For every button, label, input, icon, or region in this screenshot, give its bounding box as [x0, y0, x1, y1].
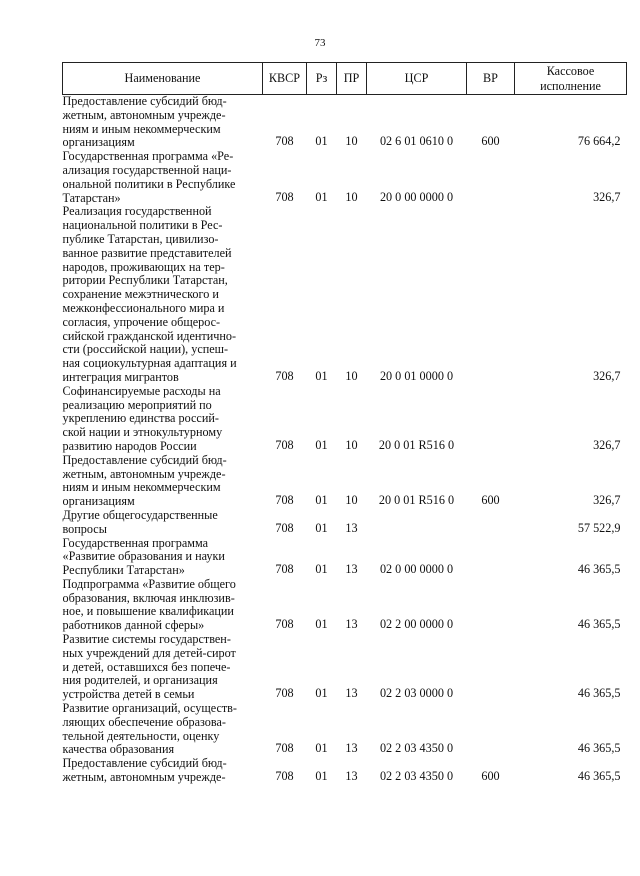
row-amount: 326,7	[593, 437, 621, 452]
row-name-line: Республики Татарстан»	[62, 563, 185, 578]
row-rz: 01	[315, 520, 328, 535]
row-name-line: укреплению единства россий-	[62, 411, 219, 426]
row-amount: 46 365,5	[577, 741, 621, 756]
row-vr	[467, 150, 515, 205]
row-rz: 01	[315, 189, 328, 204]
table-body	[63, 95, 627, 785]
row-rz: 01	[315, 686, 328, 701]
row-csr: 02 2 03 4350 0	[379, 741, 454, 756]
row-name	[63, 757, 263, 785]
row-kvsr: 708	[275, 741, 294, 756]
row-name	[63, 537, 263, 578]
row-name-line: интеграция мигрантов	[62, 369, 179, 384]
row-vr	[467, 509, 515, 537]
row-name-line: ных учреждений для детей-сирот	[62, 645, 236, 660]
row-name-line: Государственная программа «Ре-	[62, 149, 234, 164]
row-name-line: «Развитие образования и науки	[62, 549, 225, 564]
row-amount: 46 365,5	[577, 617, 621, 632]
row-name-line: ской нации и этнокультурному	[62, 425, 223, 440]
row-vr	[467, 205, 515, 384]
row-vr	[467, 633, 515, 702]
row-name-line: развитию народов России	[62, 438, 197, 453]
table-row	[63, 385, 627, 454]
header-csr: ЦСР	[367, 63, 467, 95]
header-name: Наименование	[63, 63, 263, 95]
row-kvsr: 708	[275, 617, 294, 632]
row-name-line: организациям	[62, 494, 135, 509]
table-header-row	[63, 63, 627, 95]
table-row	[63, 633, 627, 702]
header-rz: Рз	[307, 63, 337, 95]
row-name-line: Предоставление субсидий бюд-	[62, 756, 227, 771]
row-name	[63, 385, 263, 454]
table-row	[63, 757, 627, 785]
row-name-line: ванное развитие представителей	[62, 245, 232, 260]
row-name-line: сохранение межэтнического и	[62, 287, 219, 302]
row-name-line: Подпрограмма «Развитие общего	[62, 576, 236, 591]
row-name-line: образования, включая инклюзив-	[62, 590, 235, 605]
row-rz: 01	[315, 437, 328, 452]
row-name	[63, 454, 263, 509]
row-amount: 326,7	[593, 493, 621, 508]
row-rz: 01	[315, 134, 328, 149]
row-name-line: организациям	[62, 135, 135, 150]
row-name	[63, 633, 263, 702]
row-name-line: работников данной сферы»	[62, 618, 205, 633]
row-name-line: Татарстан»	[62, 190, 121, 205]
row-kvsr: 708	[275, 493, 294, 508]
row-csr	[367, 509, 467, 537]
row-csr: 20 0 01 R516 0	[378, 437, 455, 452]
row-csr: 02 2 03 0000 0	[379, 686, 454, 701]
row-csr: 02 0 00 0000 0	[379, 562, 454, 577]
row-name-line: вопросы	[62, 521, 107, 536]
row-name-line: согласия, упрочение общерос-	[62, 314, 221, 329]
row-name	[63, 205, 263, 384]
row-name-line: жетным, автономным учрежде-	[62, 107, 226, 122]
table-row	[63, 578, 627, 633]
row-name-line: национальной политики в Рес-	[62, 218, 223, 233]
row-name-line: ональной политики в Республике	[62, 176, 236, 191]
row-pr: 10	[345, 189, 358, 204]
row-name	[63, 150, 263, 205]
row-kvsr: 708	[275, 520, 294, 535]
table-row	[63, 150, 627, 205]
row-name	[63, 95, 263, 151]
row-name	[63, 578, 263, 633]
row-rz: 01	[315, 493, 328, 508]
row-name	[63, 702, 263, 757]
row-pr: 10	[345, 437, 358, 452]
row-vr	[467, 385, 515, 454]
row-pr: 13	[345, 686, 358, 701]
row-pr: 10	[345, 368, 358, 383]
row-name-line: ритории Республики Татарстан,	[62, 273, 228, 288]
row-kvsr: 708	[275, 134, 294, 149]
header-kvsr: КВСР	[263, 63, 307, 95]
row-kvsr: 708	[275, 686, 294, 701]
row-name-line: ниям и иным некоммерческим	[62, 480, 221, 495]
row-name-line: Предоставление субсидий бюд-	[62, 94, 227, 108]
row-name-line: Другие общегосударственные	[62, 507, 218, 522]
row-name-line: Государственная программа	[62, 535, 209, 550]
row-csr: 20 0 01 0000 0	[379, 368, 454, 383]
row-vr: 600	[481, 134, 500, 149]
row-csr: 02 2 00 0000 0	[379, 617, 454, 632]
row-rz: 01	[315, 617, 328, 632]
row-kvsr: 708	[275, 189, 294, 204]
row-vr: 600	[481, 493, 500, 508]
row-name-line: и детей, оставшихся без попече-	[62, 659, 231, 674]
row-name	[63, 509, 263, 537]
row-name-line: ния родителей, и организация	[62, 673, 218, 688]
row-pr: 13	[345, 562, 358, 577]
row-kvsr: 708	[275, 562, 294, 577]
row-name-line: межконфессионального мира и	[62, 300, 225, 315]
budget-table	[62, 62, 627, 785]
row-csr: 20 0 00 0000 0	[379, 189, 454, 204]
row-name-line: ляющих обеспечение образова-	[62, 714, 226, 729]
row-amount: 76 664,2	[577, 134, 621, 149]
row-kvsr: 708	[275, 437, 294, 452]
row-name-line: качества образования	[62, 742, 175, 757]
row-name-line: Развитие системы государствен-	[62, 632, 231, 647]
row-pr: 13	[345, 769, 358, 784]
row-name-line: реализацию мероприятий по	[62, 397, 212, 412]
row-amount: 326,7	[593, 189, 621, 204]
row-amount: 46 365,5	[577, 562, 621, 577]
row-name-line: сийской гражданской идентично-	[62, 328, 237, 343]
table-row	[63, 537, 627, 578]
row-name-line: тельной деятельности, оценку	[62, 728, 220, 743]
row-csr: 02 6 01 0610 0	[379, 134, 454, 149]
row-vr: 600	[481, 769, 500, 784]
table-row	[63, 702, 627, 757]
row-name-line: Развитие организаций, осуществ-	[62, 701, 237, 716]
row-pr: 13	[345, 520, 358, 535]
row-name-line: сти (российской нации), успеш-	[62, 342, 229, 357]
row-kvsr: 708	[275, 769, 294, 784]
row-pr: 13	[345, 741, 358, 756]
row-name-line: Предоставление субсидий бюд-	[62, 452, 227, 467]
table-row	[63, 205, 627, 384]
row-pr: 10	[345, 493, 358, 508]
row-amount: 46 365,5	[577, 686, 621, 701]
header-vr: ВР	[467, 63, 515, 95]
row-csr: 02 2 03 4350 0	[379, 769, 454, 784]
header-pr: ПР	[337, 63, 367, 95]
row-name-line: жетным, автономным учрежде-	[62, 770, 226, 785]
page-number: 73	[314, 37, 326, 49]
row-rz: 01	[315, 769, 328, 784]
row-kvsr: 708	[275, 368, 294, 383]
row-name-line: ализация государственной наци-	[62, 162, 232, 177]
row-name-line: Софинансируемые расходы на	[62, 383, 221, 398]
row-name-line: ниям и иным некоммерческим	[62, 121, 221, 136]
row-csr: 20 0 01 R516 0	[378, 493, 455, 508]
row-name-line: жетным, автономным учрежде-	[62, 466, 226, 481]
row-pr: 10	[345, 134, 358, 149]
row-pr: 13	[345, 617, 358, 632]
row-amount: 46 365,5	[577, 769, 621, 784]
row-name-line: устройства детей в семьи	[62, 687, 195, 702]
row-amount: 57 522,9	[577, 520, 621, 535]
row-vr	[467, 578, 515, 633]
table-row	[63, 509, 627, 537]
row-vr	[467, 702, 515, 757]
row-rz: 01	[315, 562, 328, 577]
row-amount: 326,7	[593, 368, 621, 383]
row-name-line: народов, проживающих на тер-	[62, 259, 225, 274]
row-rz: 01	[315, 368, 328, 383]
header-kassa: Кассовое исполнение	[515, 63, 627, 95]
row-rz: 01	[315, 741, 328, 756]
row-vr	[467, 537, 515, 578]
row-name-line: публике Татарстан, цивилизо-	[62, 231, 219, 246]
row-name-line: ное, и повышение квалификации	[62, 604, 234, 619]
row-name-line: ная социокультурная адаптация и	[62, 356, 237, 371]
row-name-line: Реализация государственной	[62, 204, 212, 219]
table-row	[63, 95, 627, 151]
table-row	[63, 454, 627, 509]
